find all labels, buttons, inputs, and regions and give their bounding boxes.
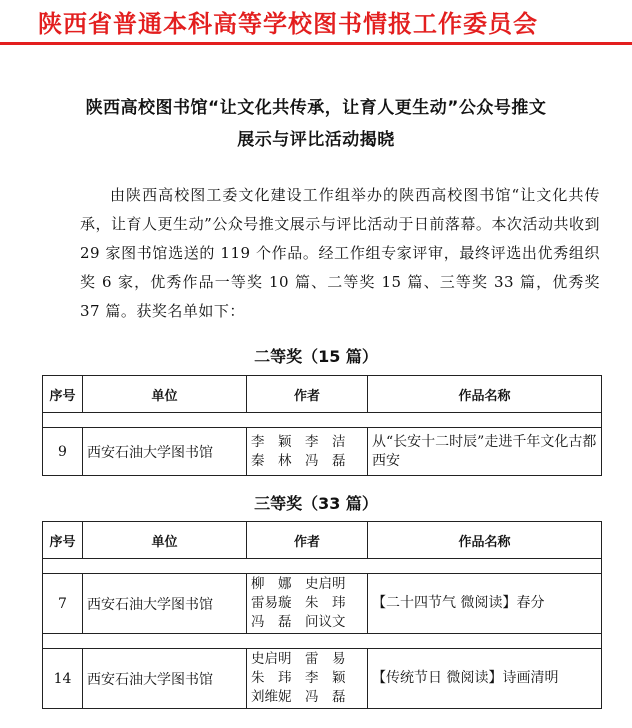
table-gap-row — [43, 559, 602, 574]
table-row — [43, 649, 602, 709]
table-header-row — [43, 376, 602, 413]
org-name: 陕西省普通本科高等学校图书情报工作委员会 — [38, 10, 538, 38]
row-work-title: 【二十四节气 微阅读】春分 — [368, 574, 602, 634]
row-unit: 西安石油大学图书馆 — [83, 428, 247, 476]
row-number: 7 — [43, 574, 83, 634]
column-header-author: 作者 — [247, 376, 368, 413]
third-prize-table — [42, 521, 602, 709]
column-header-work: 作品名称 — [368, 522, 602, 559]
row-work-title: 从“长安十二时辰”走进千年文化古都西安 — [368, 428, 602, 476]
row-work-title: 【传统节日 微阅读】诗画清明 — [368, 649, 602, 709]
table-gap-row — [43, 413, 602, 428]
column-header-work: 作品名称 — [368, 376, 602, 413]
author-line: 秦 林 冯 磊 — [251, 452, 346, 469]
row-unit: 西安石油大学图书馆 — [83, 649, 247, 709]
row-number: 14 — [43, 649, 83, 709]
org-header — [0, 0, 632, 46]
row-authors — [247, 428, 368, 476]
author-line: 李 颖 李 洁 — [251, 433, 346, 450]
table-header-row — [43, 522, 602, 559]
row-authors — [247, 649, 368, 709]
intro-paragraph-block — [80, 181, 600, 326]
column-header-unit: 单位 — [83, 376, 247, 413]
row-number: 9 — [43, 428, 83, 476]
row-unit: 西安石油大学图书馆 — [83, 574, 247, 634]
author-line: 刘维妮 冯 磊 — [251, 689, 346, 705]
document-title-line-1: 陕西高校图书馆“让文化共传承，让育人更生动”公众号推文 — [85, 98, 547, 118]
author-line: 雷易璇 朱 玮 — [251, 595, 346, 611]
row-authors — [247, 574, 368, 634]
author-line: 柳 娜 史启明 — [251, 576, 346, 592]
column-header-author: 作者 — [247, 522, 368, 559]
table-row — [43, 574, 602, 634]
third-prize-heading: 三等奖（33 篇） — [254, 494, 378, 513]
author-line: 冯 磊 问议文 — [251, 614, 346, 630]
header-red-rule — [0, 42, 632, 45]
author-line: 朱 玮 李 颖 — [251, 670, 346, 686]
table-gap-row — [43, 634, 602, 649]
column-header-no: 序号 — [43, 522, 83, 559]
column-header-no: 序号 — [43, 376, 83, 413]
second-prize-table — [42, 375, 602, 476]
author-line: 史启明 雷 易 — [251, 651, 346, 667]
second-prize-heading: 二等奖（15 篇） — [254, 347, 378, 366]
table-row — [43, 428, 602, 476]
document-title-line-2: 展示与评比活动揭晓 — [237, 130, 395, 150]
intro-paragraph: 由陕西高校图工委文化建设工作组举办的陕西高校图书馆“让文化共传承，让育人更生动”公众号推文展示与评比活动于日前落幕。本次活动共收到 29 家图书馆选送的 119 个作品。经工作组专家评审，最终评选出优秀组织奖 6 家，优秀作品一等奖 10 篇、二等奖 15 篇、三等奖 33 篇，优秀奖 37 篇。获奖名单如下： — [80, 186, 600, 320]
column-header-unit: 单位 — [83, 522, 247, 559]
